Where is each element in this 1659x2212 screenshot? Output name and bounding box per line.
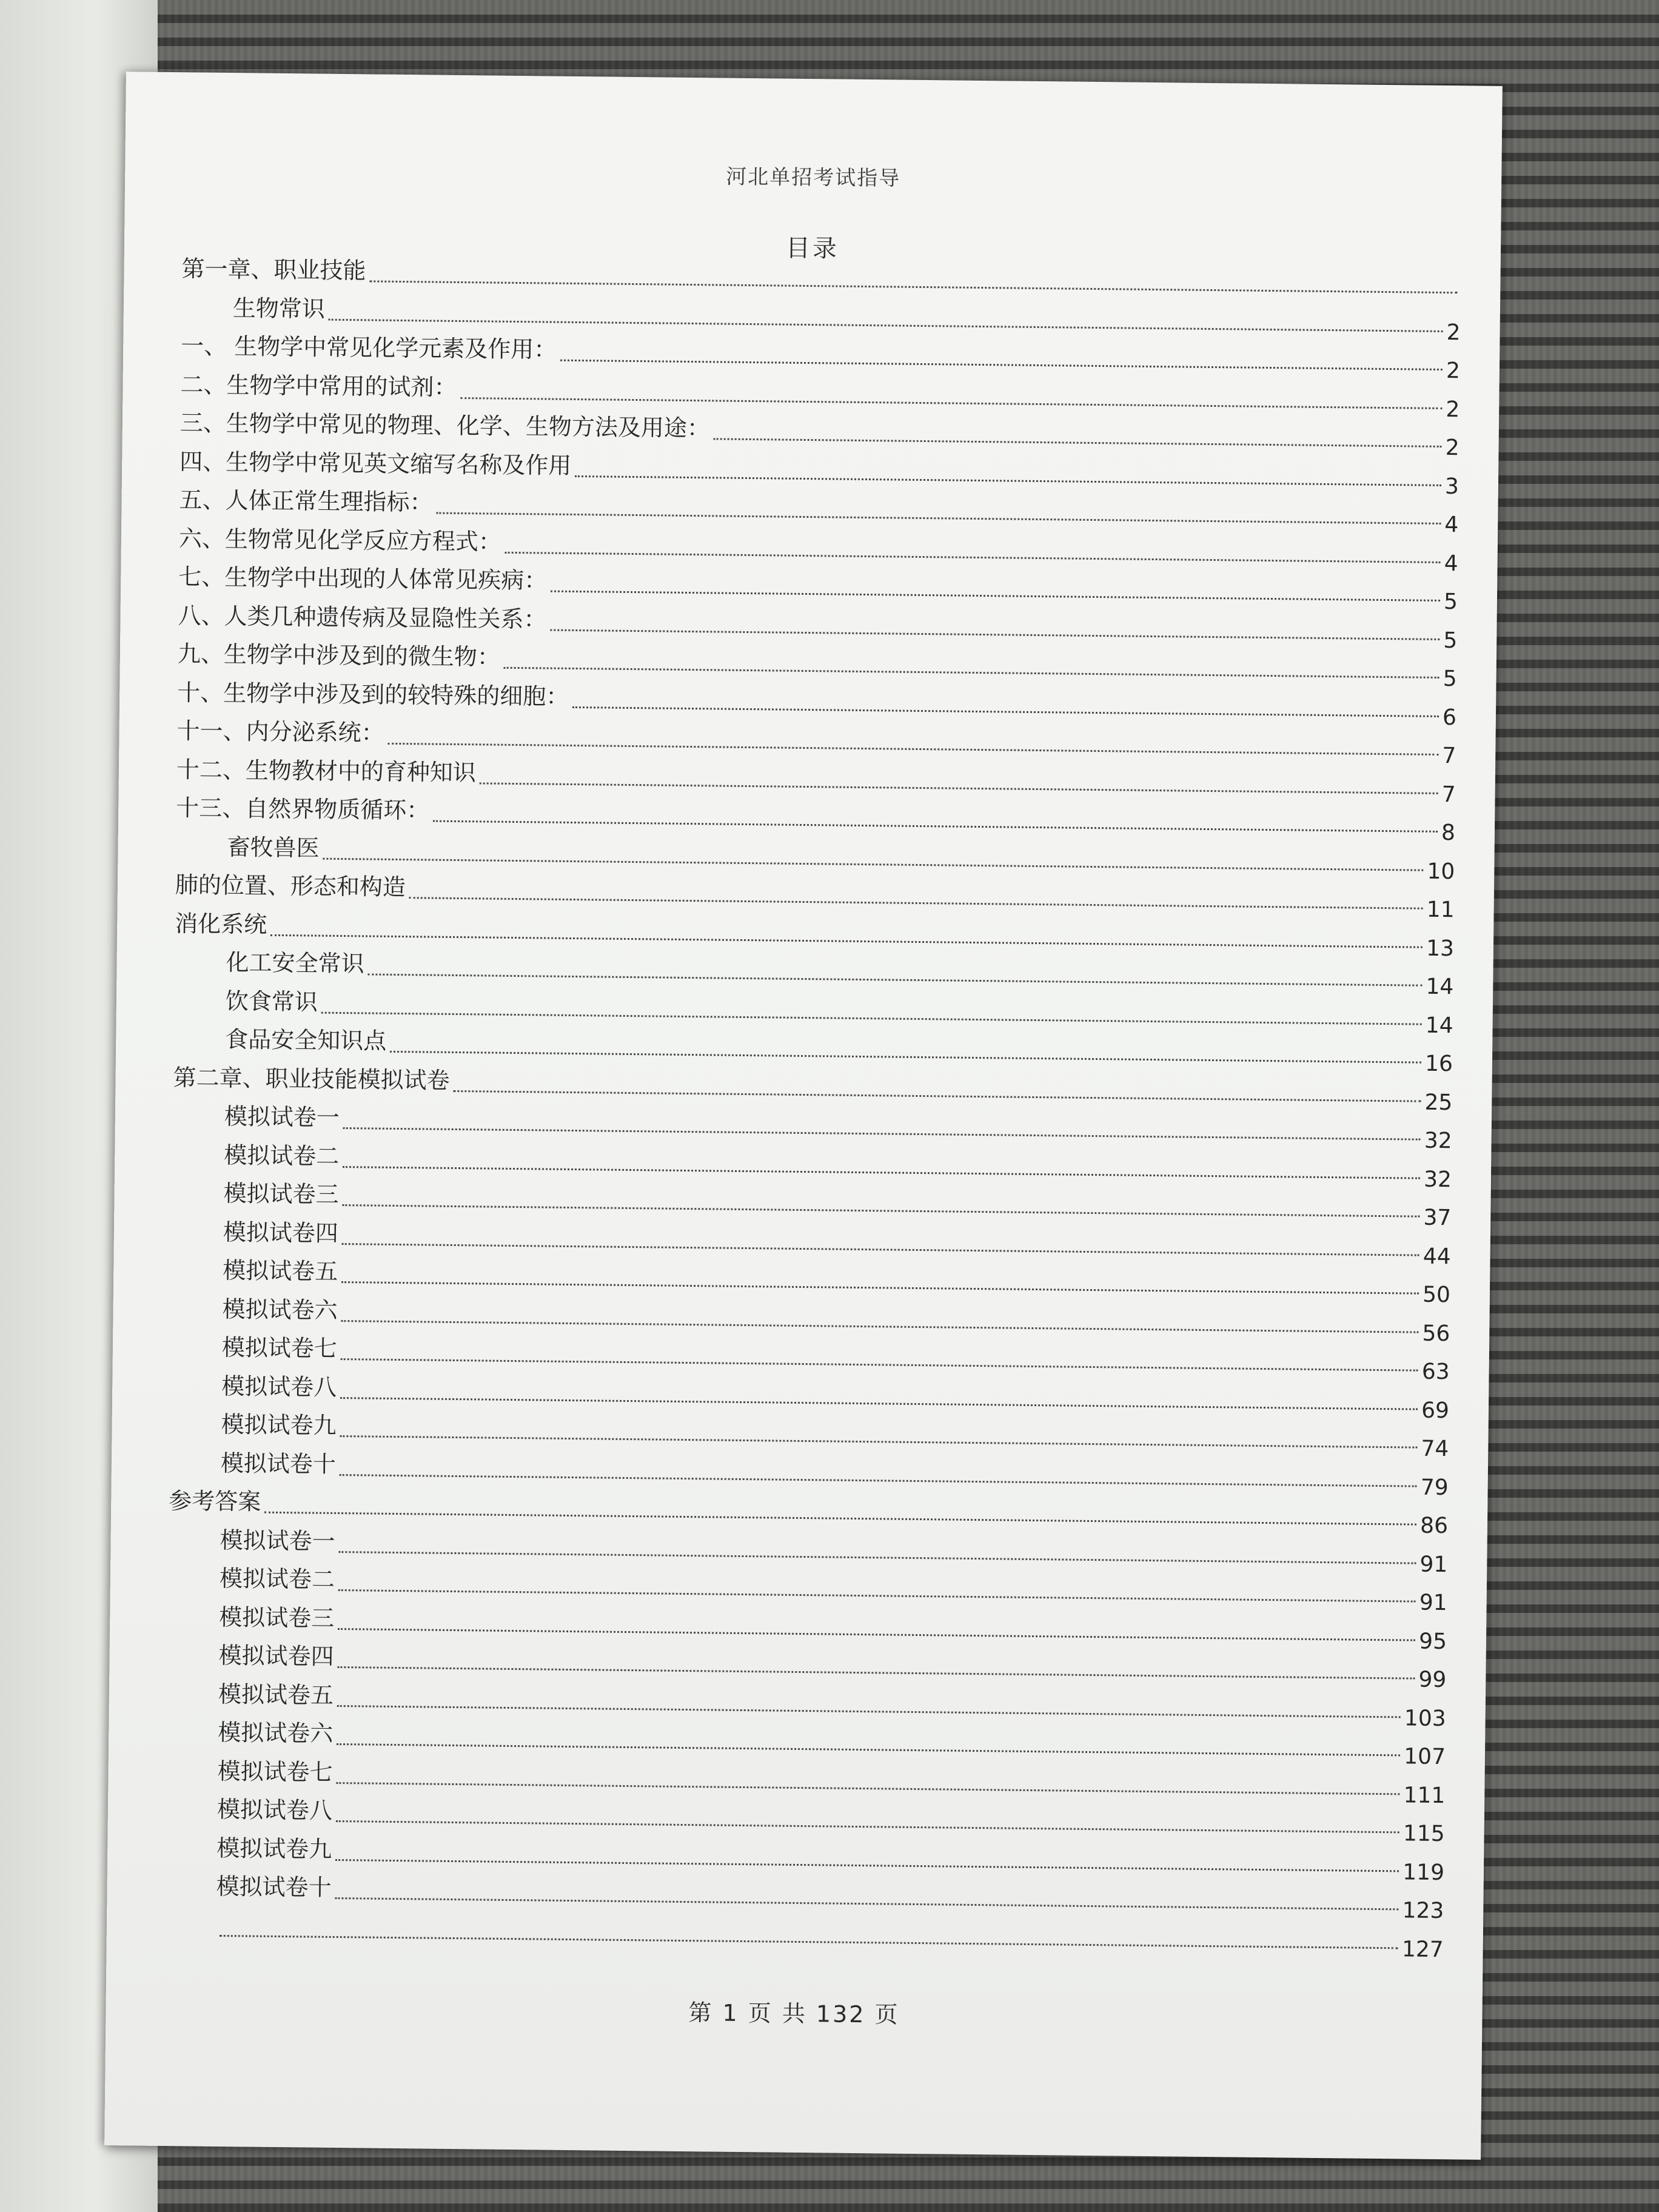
toc-leader-dots	[436, 510, 1441, 525]
toc-entry-page: 103	[1404, 1705, 1446, 1731]
toc-entry-label: 肺的位置、形态和构造	[175, 871, 406, 901]
toc-leader-dots	[343, 1164, 1420, 1179]
toc-leader-dots	[341, 1318, 1418, 1333]
toc-leader-dots	[341, 1356, 1418, 1372]
toc-entry-page: 2	[1446, 358, 1461, 384]
toc-leader-dots	[264, 1509, 1416, 1526]
toc-entry-label: 模拟试卷一	[224, 1103, 340, 1131]
toc-leader-dots	[336, 1779, 1399, 1794]
toc-leader-dots	[369, 278, 1457, 293]
toc-entry-label: 饮食常识	[225, 987, 318, 1016]
toc-entry-page: 91	[1419, 1552, 1448, 1577]
toc-leader-dots	[390, 1048, 1421, 1064]
toc-entry-page: 86	[1419, 1513, 1449, 1539]
toc-leader-dots	[714, 435, 1442, 447]
toc-entry-page: 91	[1419, 1590, 1447, 1616]
toc-leader-dots	[329, 316, 1443, 332]
toc-entry-label: 模拟试卷一	[220, 1526, 335, 1555]
toc-entry-label: 一、 生物学中常见化学元素及作用：	[181, 332, 557, 363]
toc-leader-dots	[337, 1741, 1400, 1756]
toc-entry-label: 十、生物学中涉及到的较特殊的细胞：	[177, 679, 569, 710]
toc-entry-label: 模拟试卷三	[223, 1179, 339, 1208]
toc-entry-label: 二、生物学中常用的试剂：	[180, 370, 457, 401]
document-page	[104, 72, 1503, 2160]
toc-entry-page: 95	[1418, 1629, 1447, 1654]
toc-leader-dots	[340, 1472, 1417, 1487]
toc-entry-page: 10	[1427, 859, 1455, 884]
toc-entry-page: 107	[1404, 1744, 1446, 1770]
toc-entry-page: 44	[1423, 1244, 1451, 1269]
toc-entry-page: 7	[1441, 782, 1456, 807]
toc-entry-label: 五、人体正常生理指标：	[179, 486, 433, 516]
toc-entry-label: 四、生物学中常见英文缩写名称及作用	[179, 447, 572, 479]
toc-entry-label: 化工安全常识	[226, 949, 364, 977]
toc-entry-label: 十二、生物教材中的育种知识	[176, 756, 477, 786]
toc-entry-page: 14	[1425, 1013, 1453, 1038]
toc-entry-label: 十三、自然界物质循环：	[176, 794, 430, 824]
toc-leader-dots	[453, 1087, 1421, 1102]
toc-title: 目录	[785, 234, 840, 263]
toc-entry-page: 13	[1426, 936, 1455, 961]
toc-entry-page: 6	[1442, 705, 1457, 730]
toc-entry-label: 模拟试卷六	[218, 1718, 333, 1747]
toc-entry-page: 4	[1444, 512, 1459, 538]
toc-entry-page: 123	[1402, 1898, 1444, 1924]
toc-entry-page: 16	[1424, 1051, 1453, 1077]
toc-entry-label: 六、生物常见化学反应方程式：	[178, 525, 502, 555]
toc-leader-dots	[340, 1433, 1417, 1449]
toc-entry-page: 5	[1443, 589, 1458, 615]
toc-entry-page: 63	[1421, 1359, 1450, 1385]
toc-entry-page: 5	[1443, 666, 1457, 692]
toc-entry-page: 3	[1444, 474, 1460, 499]
page-footer: 第 1 页 共 132 页	[688, 1999, 900, 2028]
toc-leader-dots	[337, 1664, 1415, 1680]
toc-leader-dots	[336, 1818, 1399, 1833]
toc-entry-page: 8	[1441, 820, 1456, 846]
toc-entry-label: 十一、内分泌系统：	[176, 717, 384, 746]
toc-entry-label: 模拟试卷八	[221, 1372, 337, 1401]
toc-leader-dots	[560, 357, 1443, 370]
toc-leader-dots	[337, 1702, 1401, 1717]
toc-entry-label: 生物常识	[232, 294, 326, 323]
toc-entry-page: 79	[1420, 1475, 1449, 1500]
toc-entry-page: 25	[1424, 1090, 1453, 1115]
toc-leader-dots	[343, 1125, 1421, 1141]
toc-entry-label: 模拟试卷五	[218, 1680, 334, 1709]
toc-leader-dots	[335, 1856, 1399, 1871]
toc-entry-label: 模拟试卷三	[219, 1603, 335, 1632]
toc-entry-page: 74	[1421, 1436, 1449, 1462]
toc-entry-page: 50	[1422, 1282, 1451, 1308]
toc-leader-dots	[551, 588, 1440, 602]
toc-entry-label: 第一章、职业技能	[181, 255, 366, 284]
toc-entry-label: 消化系统	[175, 910, 267, 938]
toc-leader-dots	[387, 740, 1438, 756]
toc-entry-page: 111	[1403, 1782, 1446, 1808]
toc-entry-label: 模拟试卷二	[224, 1141, 340, 1170]
toc-leader-dots	[433, 818, 1438, 833]
toc-entry-label: 模拟试卷八	[216, 1795, 333, 1824]
toc-entry-label: 模拟试卷六	[222, 1295, 338, 1324]
toc-entry-page: 32	[1424, 1128, 1452, 1154]
toc-leader-dots	[338, 1626, 1415, 1641]
toc-entry-page: 4	[1444, 551, 1458, 576]
toc-leader-dots	[335, 1895, 1398, 1910]
toc-entry-page: 115	[1403, 1821, 1445, 1847]
toc-entry-page: 5	[1443, 628, 1458, 653]
toc-entry-page: 7	[1442, 743, 1456, 769]
toc-entry-label: 模拟试卷四	[223, 1218, 339, 1247]
toc-leader-dots	[338, 1587, 1416, 1603]
toc-leader-dots	[341, 1279, 1419, 1295]
toc-entry-label: 畜牧兽医	[227, 833, 320, 862]
toc-leader-dots	[460, 395, 1442, 409]
toc-entry-page: 14	[1426, 974, 1454, 1000]
toc-entry-page: 99	[1418, 1667, 1447, 1693]
toc-entry-page: 11	[1426, 897, 1455, 923]
toc-entry-page: 2	[1446, 320, 1461, 345]
toc-leader-dots	[340, 1395, 1418, 1410]
toc-entry-label: 模拟试卷二	[219, 1564, 335, 1593]
toc-leader-dots	[367, 971, 1422, 986]
toc-leader-dots	[321, 1009, 1422, 1025]
toc-entry-label: 参考答案	[169, 1487, 261, 1515]
toc-entry-label: 模拟试卷九	[221, 1410, 337, 1439]
toc-leader-dots	[480, 780, 1438, 794]
toc-leader-dots	[220, 1932, 1398, 1948]
toc-entry-page: 69	[1421, 1398, 1450, 1423]
toc-leader-dots	[270, 931, 1423, 948]
toc-entry-page: 32	[1423, 1167, 1452, 1192]
toc-entry-label: 八、人类几种遗传病及显隐性关系：	[178, 602, 547, 633]
toc-leader-dots	[550, 626, 1439, 640]
toc-leader-dots	[409, 894, 1423, 910]
toc-entry-label: 模拟试卷五	[223, 1256, 338, 1285]
toc-leader-dots	[575, 472, 1441, 486]
toc-leader-dots	[342, 1202, 1419, 1218]
toc-leader-dots	[572, 703, 1439, 717]
toc-leader-dots	[338, 1549, 1416, 1564]
toc-leader-dots	[342, 1241, 1419, 1256]
toc-entry-page: 37	[1423, 1205, 1452, 1231]
toc-entry-label: 九、生物学中涉及到的微生物：	[177, 640, 501, 671]
toc-entry-page: 56	[1422, 1321, 1450, 1346]
toc-entry-page: 119	[1403, 1859, 1445, 1885]
page-header: 河北单招考试指导	[725, 164, 901, 191]
toc-entry-label: 模拟试卷十	[220, 1449, 337, 1478]
toc-entry-label: 七、生物学中出现的人体常见疾病：	[178, 563, 548, 594]
toc-leader-dots	[323, 855, 1423, 871]
toc-entry-label: 模拟试卷七	[221, 1333, 338, 1362]
toc-entry-label: 模拟试卷九	[216, 1834, 332, 1863]
toc-entry-label: 模拟试卷七	[217, 1757, 333, 1786]
toc-entry-page: 127	[1401, 1936, 1444, 1962]
toc-leader-dots	[505, 549, 1441, 563]
toc-entry-label: 三、生物学中常见的物理、化学、生物方法及用途：	[179, 409, 711, 442]
toc-entry-label: 模拟试卷四	[218, 1641, 334, 1670]
toc-entry-label: 模拟试卷十	[216, 1872, 332, 1901]
toc-entry-label: 第二章、职业技能模拟试卷	[173, 1064, 450, 1094]
toc-entry-page: 2	[1445, 435, 1460, 461]
toc-entry-page: 2	[1446, 397, 1460, 422]
toc-leader-dots	[504, 665, 1439, 679]
toc-entry-label: 食品安全知识点	[225, 1026, 387, 1054]
